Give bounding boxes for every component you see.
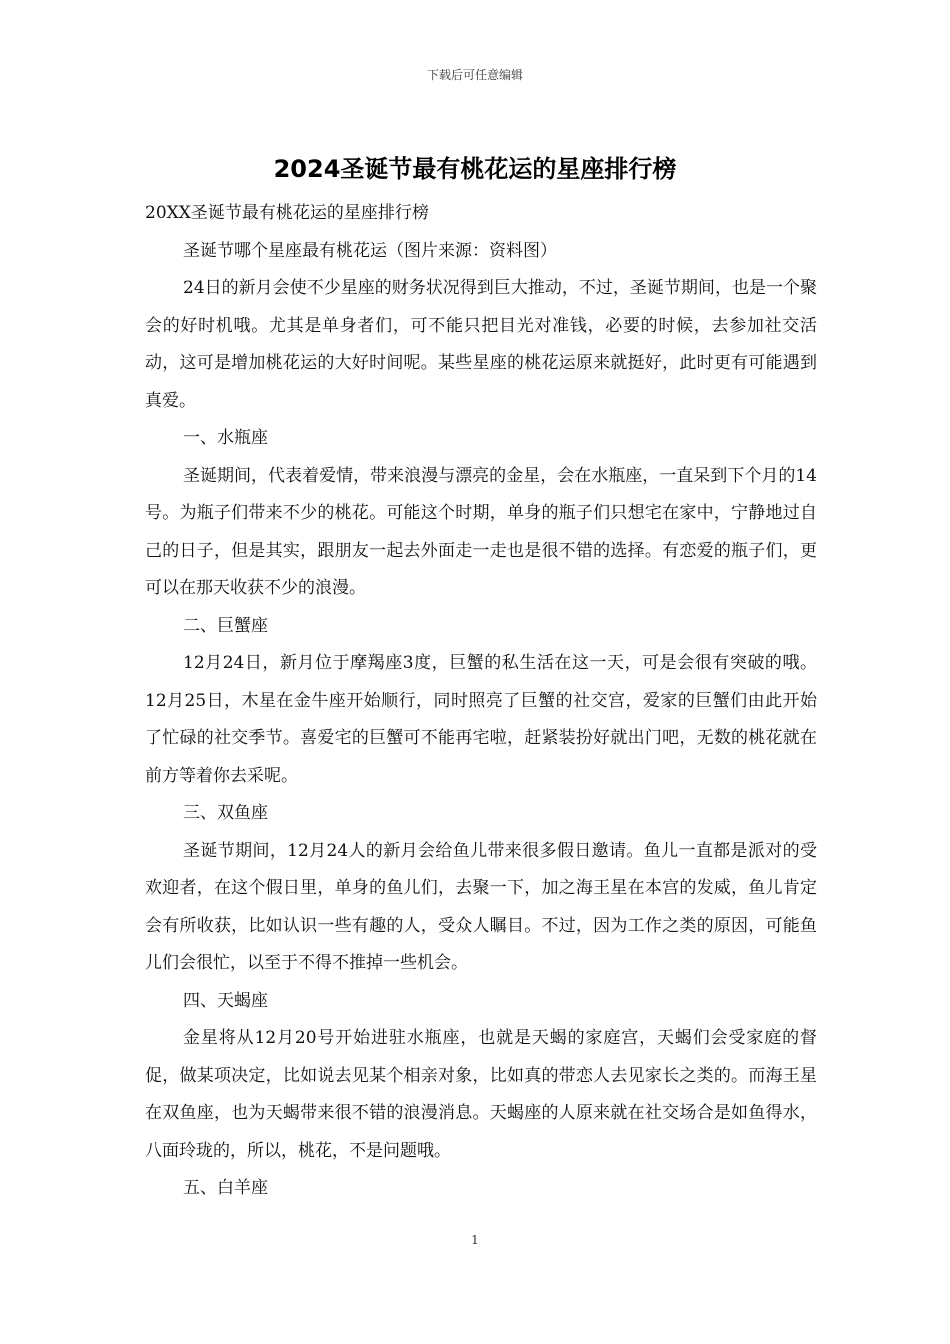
section-heading-aries: 五、白羊座 [183, 1178, 268, 1198]
page-number: 1 [471, 1233, 479, 1247]
document-subtitle: 20XX圣诞节最有桃花运的星座排行榜 [145, 203, 429, 223]
section-heading-aquarius: 一、水瓶座 [183, 428, 268, 448]
section-body-pisces: 圣诞节期间，12月24人的新月会给鱼儿带来很多假日邀请。鱼儿一直都是派对的受欢迎者，在这个假日里，单身的鱼儿们，去聚一下，加之海王星在本宫的发威，鱼儿肯定会有所收获，比如认识一些有趣的人，受众人瞩目。不过，因为工作之类的原因，可能鱼儿们会很忙，以至于不得不推掉一些机会。 [145, 840, 817, 973]
document-body [145, 195, 817, 1208]
section-heading-pisces: 三、双鱼座 [183, 803, 268, 823]
header-note: 下载后可任意编辑 [426, 68, 523, 82]
section-heading-cancer: 二、巨蟹座 [183, 615, 268, 636]
section-body-cancer: 12月24日，新月位于摩羯座3度，巨蟹的私生活在这一天，可是会很有突破的哦。12月25日，木星在金牛座开始顺行，同时照亮了巨蟹的社交宫，爱家的巨蟹们由此开始了忙碌的社交季节。喜爱宅的巨蟹可不能再宅啦，赶紧装扮好就出门吧，无数的桃花就在前方等着你去采呢。 [145, 653, 817, 786]
section-body-scorpio: 金星将从12月20号开始进驻水瓶座，也就是天蝎的家庭宫，天蝎们会受家庭的督促，做某项决定，比如说去见某个相亲对象，比如真的带恋人去见家长之类的。而海王星在双鱼座，也为天蝎带来很不错的浪漫消息。天蝎座的人原来就在社交场合是如鱼得水，八面玲珑的，所以，桃花，不是问题哦。 [145, 1028, 817, 1161]
image-caption: 圣诞节哪个星座最有桃花运（图片来源：资料图） [183, 240, 557, 261]
document-title: 2024圣诞节最有桃花运的星座排行榜 [273, 155, 677, 183]
section-body-aquarius: 圣诞期间，代表着爱情，带来浪漫与漂亮的金星，会在水瓶座，一直呆到下个月的14号。为瓶子们带来不少的桃花。可能这个时期，单身的瓶子们只想宅在家中，宁静地过自己的日子，但是其实，跟朋友一起去外面走一走也是很不错的选择。有恋爱的瓶子们，更可以在那天收获不少的浪漫。 [145, 465, 817, 598]
intro-paragraph: 24日的新月会使不少星座的财务状况得到巨大推动，不过，圣诞节期间，也是一个聚会的好时机哦。尤其是单身者们，可不能只把目光对准钱，必要的时候，去参加社交活动，这可是增加桃花运的大好时间呢。某些星座的桃花运原来就挺好，此时更有可能遇到真爱。 [145, 278, 817, 411]
section-heading-scorpio: 四、天蝎座 [183, 990, 268, 1011]
